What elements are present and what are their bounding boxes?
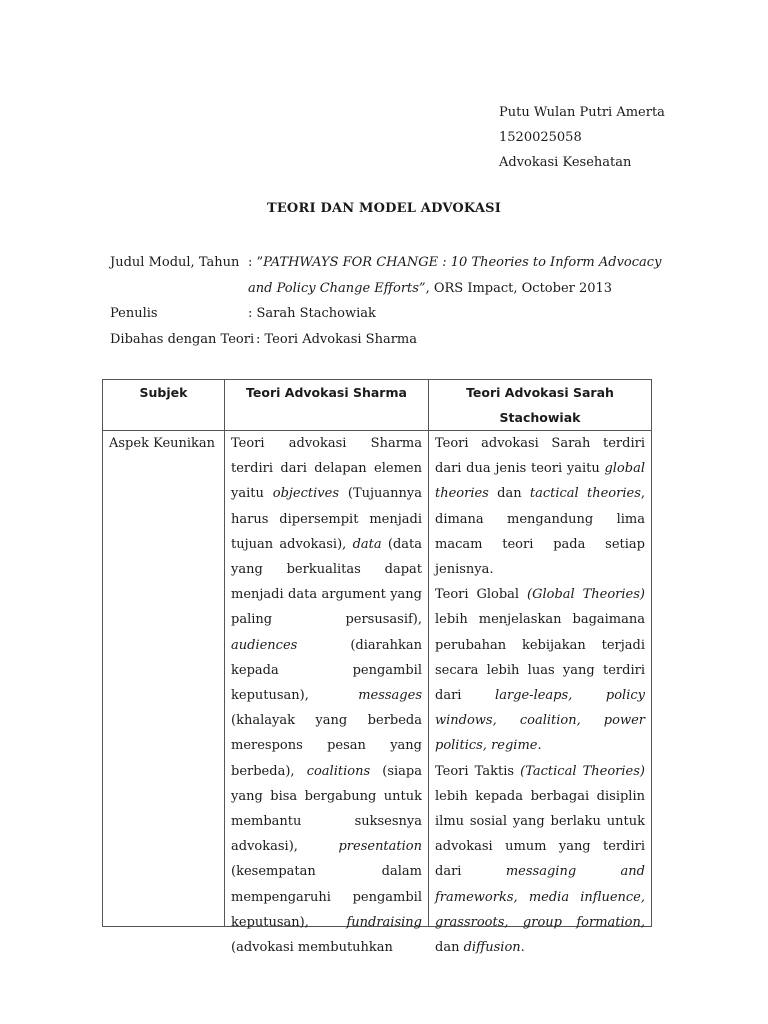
text-run: (Tujuannya harus dipersempit menjadi tujuan advokasi),	[231, 486, 422, 552]
text-run: (diarahkan kepada pengambil keputusan),	[231, 637, 422, 704]
module-value-line-2	[248, 276, 612, 302]
italic-term: presentation	[338, 839, 422, 855]
stachowiak-cell	[429, 431, 652, 956]
italic-term: coalitions	[306, 763, 371, 779]
module-title-part-1: PATHWAYS FOR CHANGE : 10 Theories to Inform Advocacy	[263, 255, 662, 270]
stachowiak-paragraph-2	[435, 582, 645, 758]
text-run: Teori Taktis	[435, 763, 521, 779]
text-run: (siapa yang bisa bergabung untuk membantu suksesnya advokasi),	[231, 763, 423, 855]
text-run: , dimana mengandung lima macam teori pada setiap jenisnya.	[435, 486, 645, 578]
italic-term: global theories	[435, 461, 645, 502]
writer-label: Penulis	[110, 306, 158, 321]
italic-term: audiences	[231, 637, 298, 653]
discussed-value: : Teori Advokasi Sharma	[256, 331, 417, 347]
writer-value: : Sarah Stachowiak	[248, 306, 376, 321]
sharma-text	[231, 431, 422, 960]
italic-term: large-leaps, policy windows, coalition, power politics, regime.	[435, 688, 645, 754]
header-sharma: Teori Advokasi Sharma	[225, 380, 429, 431]
italic-term: messages	[358, 688, 422, 704]
module-label: Judul Modul, Tahun	[110, 255, 240, 270]
italic-term: objectives	[272, 486, 339, 502]
sharma-cell	[225, 431, 429, 956]
italic-term: diffusion	[463, 940, 521, 956]
text-run: lebih menjelaskan bagaimana perubahan kebijakan terjadi secara lebih luas yang terdiri dari	[435, 612, 645, 704]
italic-term: (Global Theories)	[527, 587, 645, 603]
table-row	[103, 431, 652, 927]
module-publisher: , ORS Impact, October 2013	[425, 280, 613, 296]
document-title: TEORI DAN MODEL ADVOKASI	[266, 201, 502, 216]
text-run: lebih kepada berbagai disiplin ilmu sosial yang berlaku untuk advokasi umum yang terdiri dari	[435, 788, 645, 880]
table-header-row	[103, 380, 652, 431]
italic-term: tactical theories	[529, 486, 641, 502]
text-run: dan	[435, 940, 464, 956]
text-run: Teori Global	[435, 587, 528, 603]
stachowiak-paragraph-1	[435, 431, 645, 582]
italic-term: messaging and frameworks, media influence, grassroots, group formation,	[435, 864, 645, 930]
text-run: Teori advokasi Sarah terdiri dari dua jenis teori yaitu	[435, 436, 645, 477]
text-run: (kesempatan dalam mempengaruhi pengambil keputusan),	[231, 864, 422, 930]
italic-term: fundraising	[346, 914, 422, 930]
text-run: dan	[488, 486, 530, 502]
italic-term: (Tactical Theories)	[520, 763, 645, 779]
author-name: Putu Wulan Putri Amerta	[499, 105, 665, 120]
discussed-label: Dibahas dengan Teori	[110, 331, 255, 347]
italic-term: data	[352, 536, 382, 552]
header-stachowiak: Teori Advokasi Sarah Stachowiak	[429, 380, 652, 431]
header-subject: Subjek	[103, 380, 225, 431]
comparison-table	[102, 379, 652, 956]
text-run: Teori advokasi Sharma terdiri dari delapan elemen yaitu	[231, 436, 422, 502]
author-course: Advokasi Kesehatan	[499, 155, 632, 170]
module-title-part-2: and Policy Change Efforts”	[248, 280, 426, 296]
text-run: (data yang berkualitas dapat menjadi data argument yang paling persusasif),	[231, 536, 422, 628]
module-value-line-1: : ”PATHWAYS FOR CHANGE : 10 Theories to Inform Advocacy	[248, 255, 662, 270]
text-run: (khalayak yang berbeda merespons pesan yang berbeda),	[231, 713, 422, 779]
stachowiak-paragraph-3	[435, 759, 645, 961]
author-id: 1520025058	[499, 130, 582, 145]
subject-cell: Aspek Keunikan	[103, 431, 225, 927]
text-run: .	[520, 940, 525, 956]
author-block	[499, 100, 665, 175]
text-run: (advokasi membutuhkan	[231, 940, 393, 956]
